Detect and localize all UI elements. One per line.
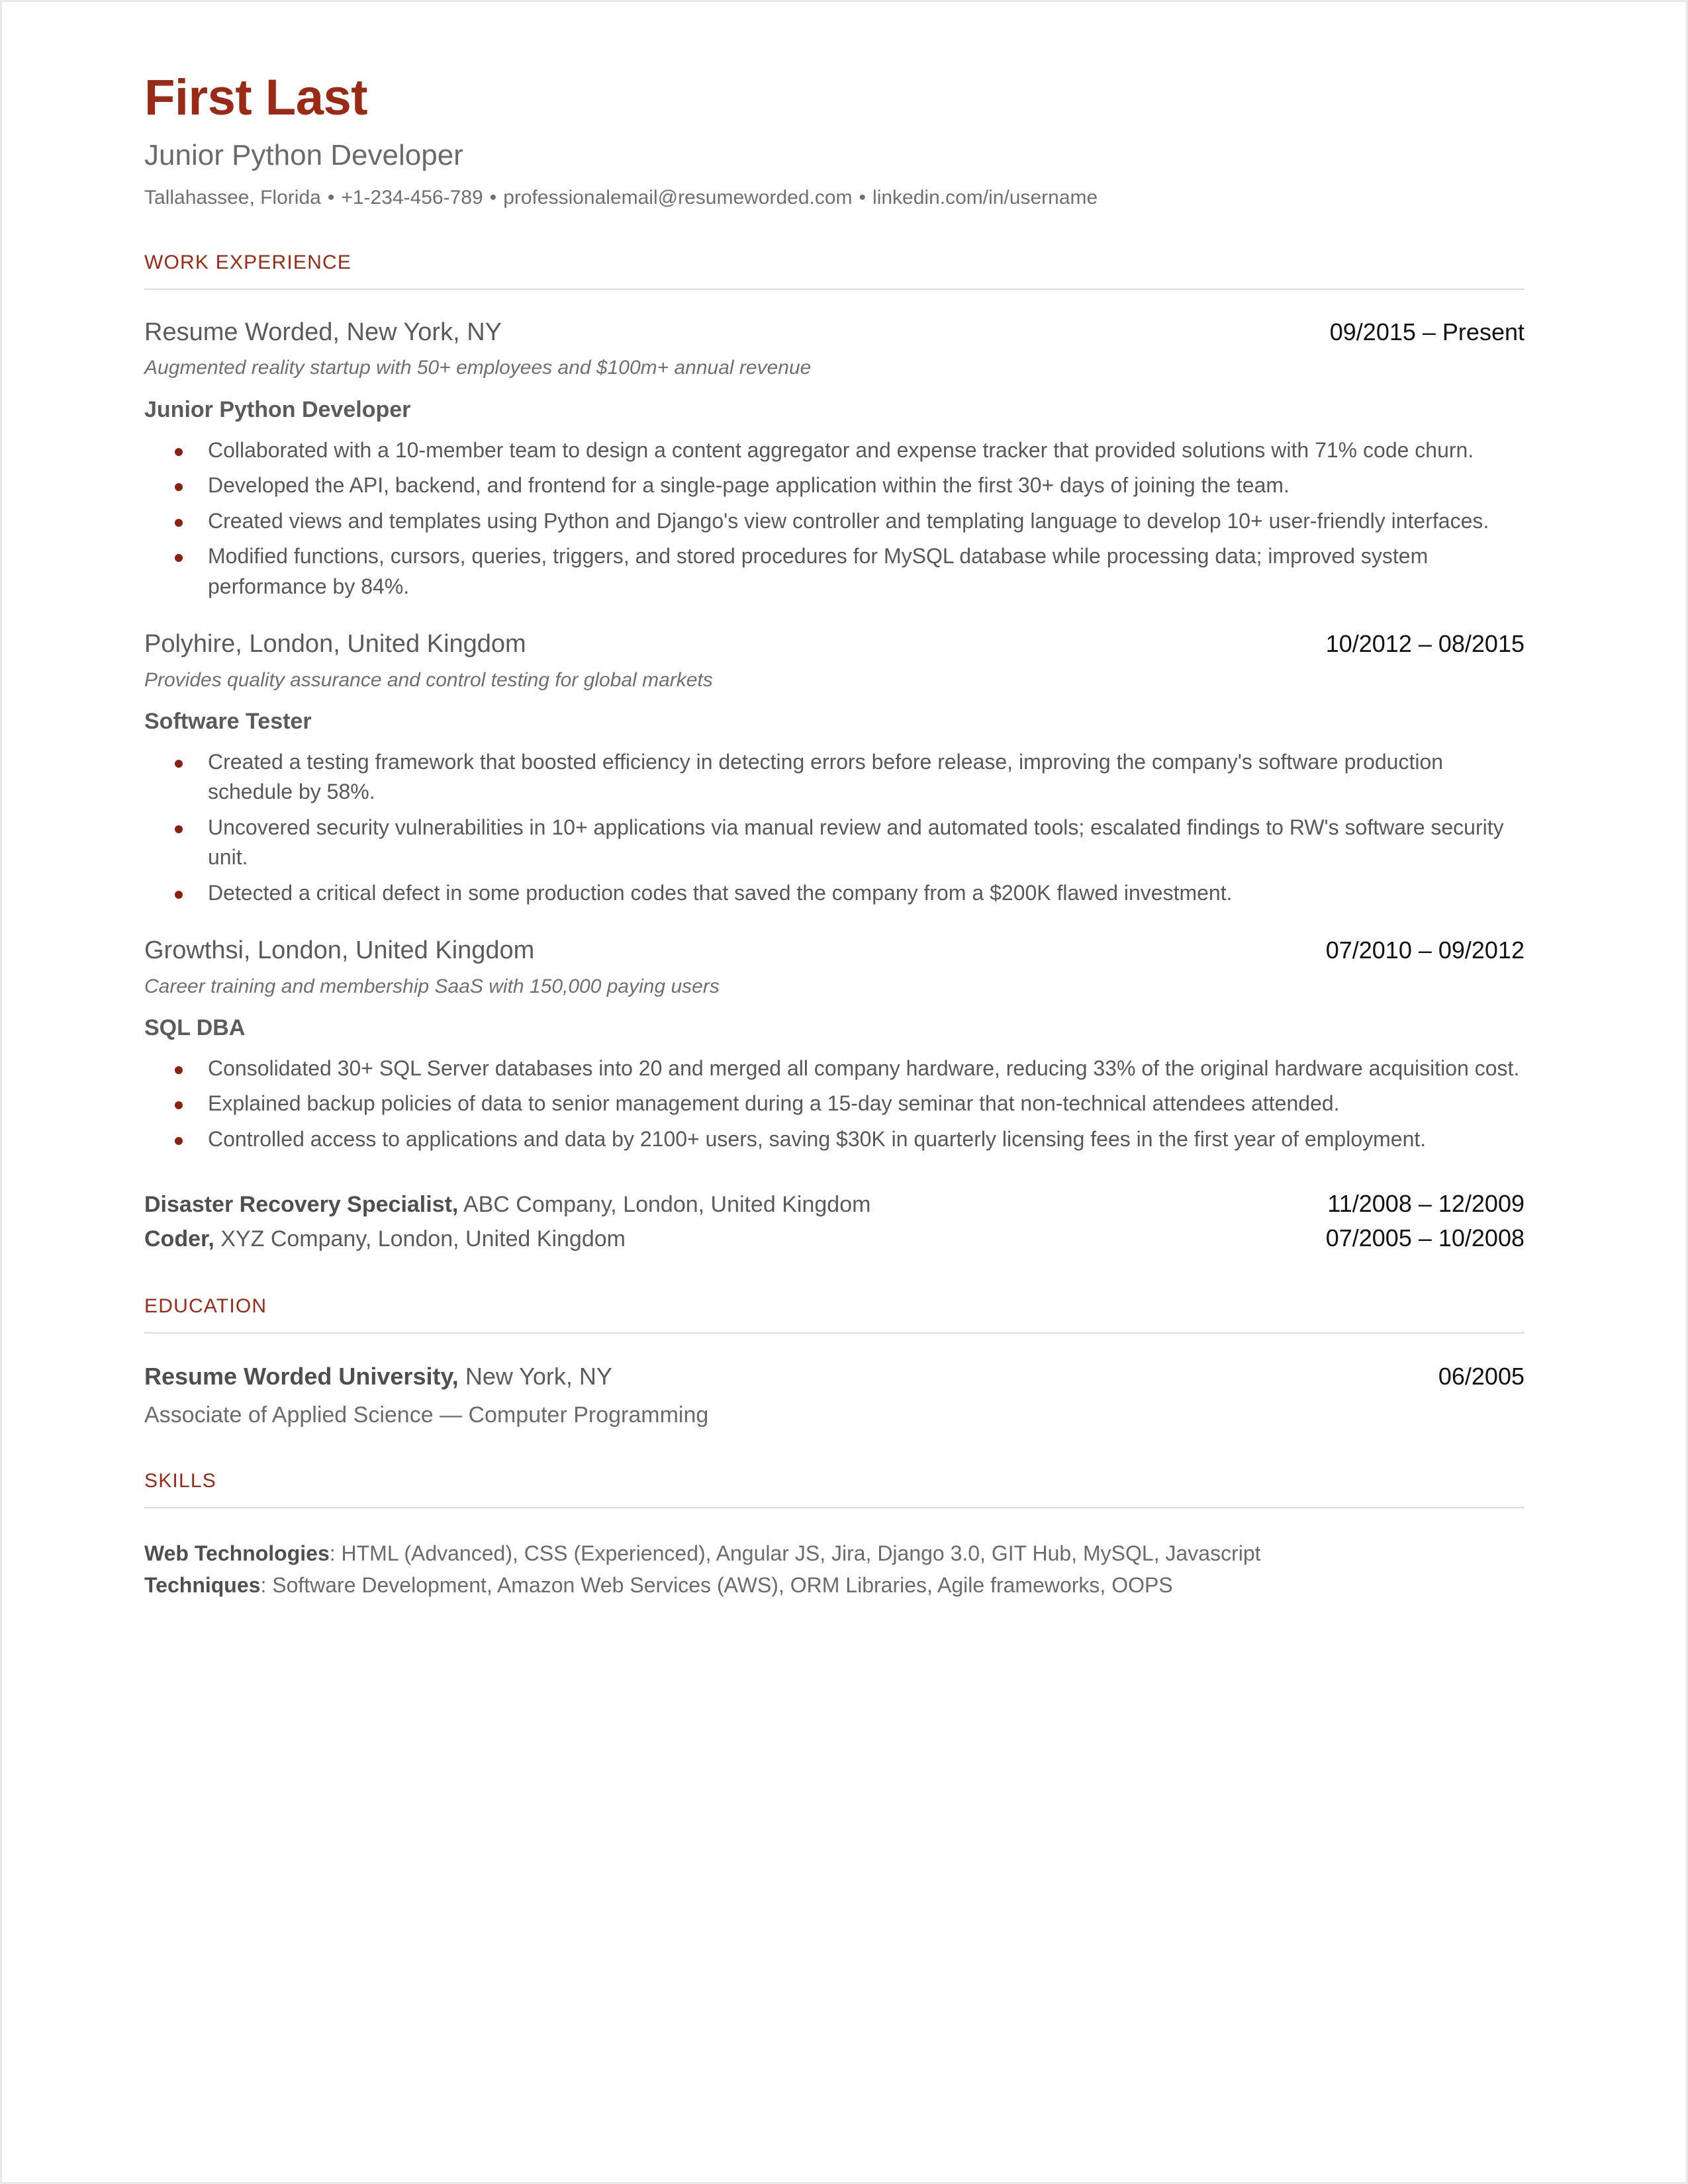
job-title: SQL DBA bbox=[144, 1015, 246, 1041]
job-dates: 07/2010 – 09/2012 bbox=[1325, 936, 1524, 964]
section-divider-education bbox=[144, 1332, 1524, 1334]
contact-linkedin[interactable]: linkedin.com/in/username bbox=[872, 187, 1098, 209]
job-bullet: Collaborated with a 10-member team to design a content aggregator and expense tracker that provided solutions with 71% code churn. bbox=[144, 435, 1524, 465]
section-divider-work bbox=[144, 289, 1524, 290]
education-school-name: Resume Worded University, bbox=[144, 1362, 459, 1390]
job-company-description: Augmented reality startup with 50+ employees and $100m+ annual revenue bbox=[144, 357, 812, 379]
section-title-skills: SKILLS bbox=[144, 1470, 216, 1492]
job-bullet: Developed the API, backend, and frontend for a single-page application within the first 30+ days of joining the team. bbox=[144, 471, 1524, 500]
compact-role-company: ABC Company, London, United Kingdom bbox=[458, 1192, 871, 1218]
job-company: Polyhire, London, United Kingdom bbox=[144, 629, 526, 658]
education-header-row bbox=[144, 1363, 1524, 1390]
job-entry bbox=[144, 629, 1524, 908]
job-title: Junior Python Developer bbox=[144, 396, 411, 422]
job-company: Resume Worded, New York, NY bbox=[144, 318, 502, 346]
job-bullet: Controlled access to applications and data by 2100+ users, saving $30K in quarterly licensing fees in the first year of employment. bbox=[144, 1124, 1524, 1154]
compact-role-company: XYZ Company, London, United Kingdom bbox=[214, 1226, 626, 1252]
job-dates: 10/2012 – 08/2015 bbox=[1325, 629, 1524, 657]
compact-role-row bbox=[144, 1224, 1524, 1253]
section-title-education: EDUCATION bbox=[144, 1295, 267, 1317]
education-degree: Associate of Applied Science — Computer Programming bbox=[144, 1402, 709, 1428]
skill-category: Web Technologies bbox=[144, 1541, 330, 1566]
job-bullet-list bbox=[144, 747, 1524, 908]
education-school bbox=[144, 1363, 612, 1390]
compact-role-row bbox=[144, 1190, 1524, 1219]
job-entry bbox=[144, 318, 1524, 602]
job-bullet: Created a testing framework that boosted efficiency in detecting errors before release, improving the company's software production schedule by 58%. bbox=[144, 747, 1524, 807]
compact-role-label bbox=[144, 1224, 626, 1253]
candidate-name: First Last bbox=[144, 69, 368, 126]
job-company: Growthsi, London, United Kingdom bbox=[144, 936, 535, 965]
job-dates: 09/2015 – Present bbox=[1329, 318, 1524, 345]
job-bullet: Explained backup policies of data to senior management during a 15-day seminar that non-technical attendees attended. bbox=[144, 1089, 1524, 1118]
job-bullet: Created views and templates using Python and Django's view controller and templating language to develop 10+ user-friendly interfaces. bbox=[144, 506, 1524, 536]
education-entry bbox=[144, 1363, 1524, 1430]
job-header-row bbox=[144, 629, 1524, 660]
contact-separator-2: • bbox=[489, 187, 497, 209]
job-header-row bbox=[144, 318, 1524, 348]
job-bullet: Detected a critical defect in some production codes that saved the company from a $200K flawed investment. bbox=[144, 878, 1524, 908]
resume-header bbox=[144, 71, 1524, 210]
job-header-row bbox=[144, 936, 1524, 966]
contact-separator-1: • bbox=[327, 187, 335, 209]
compact-role-label bbox=[144, 1190, 870, 1219]
compact-role-dates: 07/2005 – 10/2008 bbox=[1325, 1224, 1524, 1252]
section-divider-skills bbox=[144, 1507, 1524, 1508]
job-bullet-list bbox=[144, 1054, 1524, 1154]
job-entry bbox=[144, 936, 1524, 1154]
job-company-description: Provides quality assurance and control testing for global markets bbox=[144, 668, 713, 691]
contact-separator-3: • bbox=[859, 187, 867, 209]
job-bullet: Consolidated 30+ SQL Server databases into 20 and merged all company hardware, reducing 33% of the original hardware acquisition cost. bbox=[144, 1054, 1524, 1083]
job-bullet-list bbox=[144, 435, 1524, 602]
skills-list bbox=[144, 1537, 1524, 1601]
contact-phone: +1-234-456-789 bbox=[341, 187, 483, 209]
skill-row bbox=[144, 1537, 1524, 1569]
skill-values: : Software Development, Amazon Web Services (AWS), ORM Libraries, Agile frameworks, OOPS bbox=[260, 1573, 1173, 1598]
job-bullet: Modified functions, cursors, queries, triggers, and stored procedures for MySQL database while processing data; improved system performance by 84%. bbox=[144, 541, 1524, 602]
compact-role-title: Disaster Recovery Specialist, bbox=[144, 1192, 459, 1218]
skill-category: Techniques bbox=[144, 1573, 261, 1598]
education-school-location: New York, NY bbox=[458, 1362, 612, 1390]
contact-line bbox=[144, 185, 1524, 210]
compact-role-title: Coder, bbox=[144, 1226, 214, 1252]
resume-content bbox=[144, 71, 1524, 1601]
compact-role-dates: 11/2008 – 12/2009 bbox=[1327, 1190, 1524, 1218]
compact-role-list bbox=[144, 1190, 1524, 1253]
job-bullet: Uncovered security vulnerabilities in 10+ applications via manual review and automated tools; escalated findings to RW's software security unit. bbox=[144, 813, 1524, 873]
section-title-work-experience: WORK EXPERIENCE bbox=[144, 251, 352, 273]
job-company-description: Career training and membership SaaS with 150,000 paying users bbox=[144, 975, 720, 997]
job-title: Software Tester bbox=[144, 709, 312, 735]
education-date: 06/2005 bbox=[1438, 1362, 1524, 1390]
skill-row bbox=[144, 1569, 1524, 1601]
contact-email[interactable]: professionalemail@resumeworded.com bbox=[503, 187, 853, 209]
contact-location: Tallahassee, Florida bbox=[144, 187, 321, 209]
skill-values: : HTML (Advanced), CSS (Experienced), Angular JS, Jira, Django 3.0, GIT Hub, MySQL, Javascript bbox=[329, 1541, 1261, 1566]
candidate-headline: Junior Python Developer bbox=[144, 138, 463, 171]
